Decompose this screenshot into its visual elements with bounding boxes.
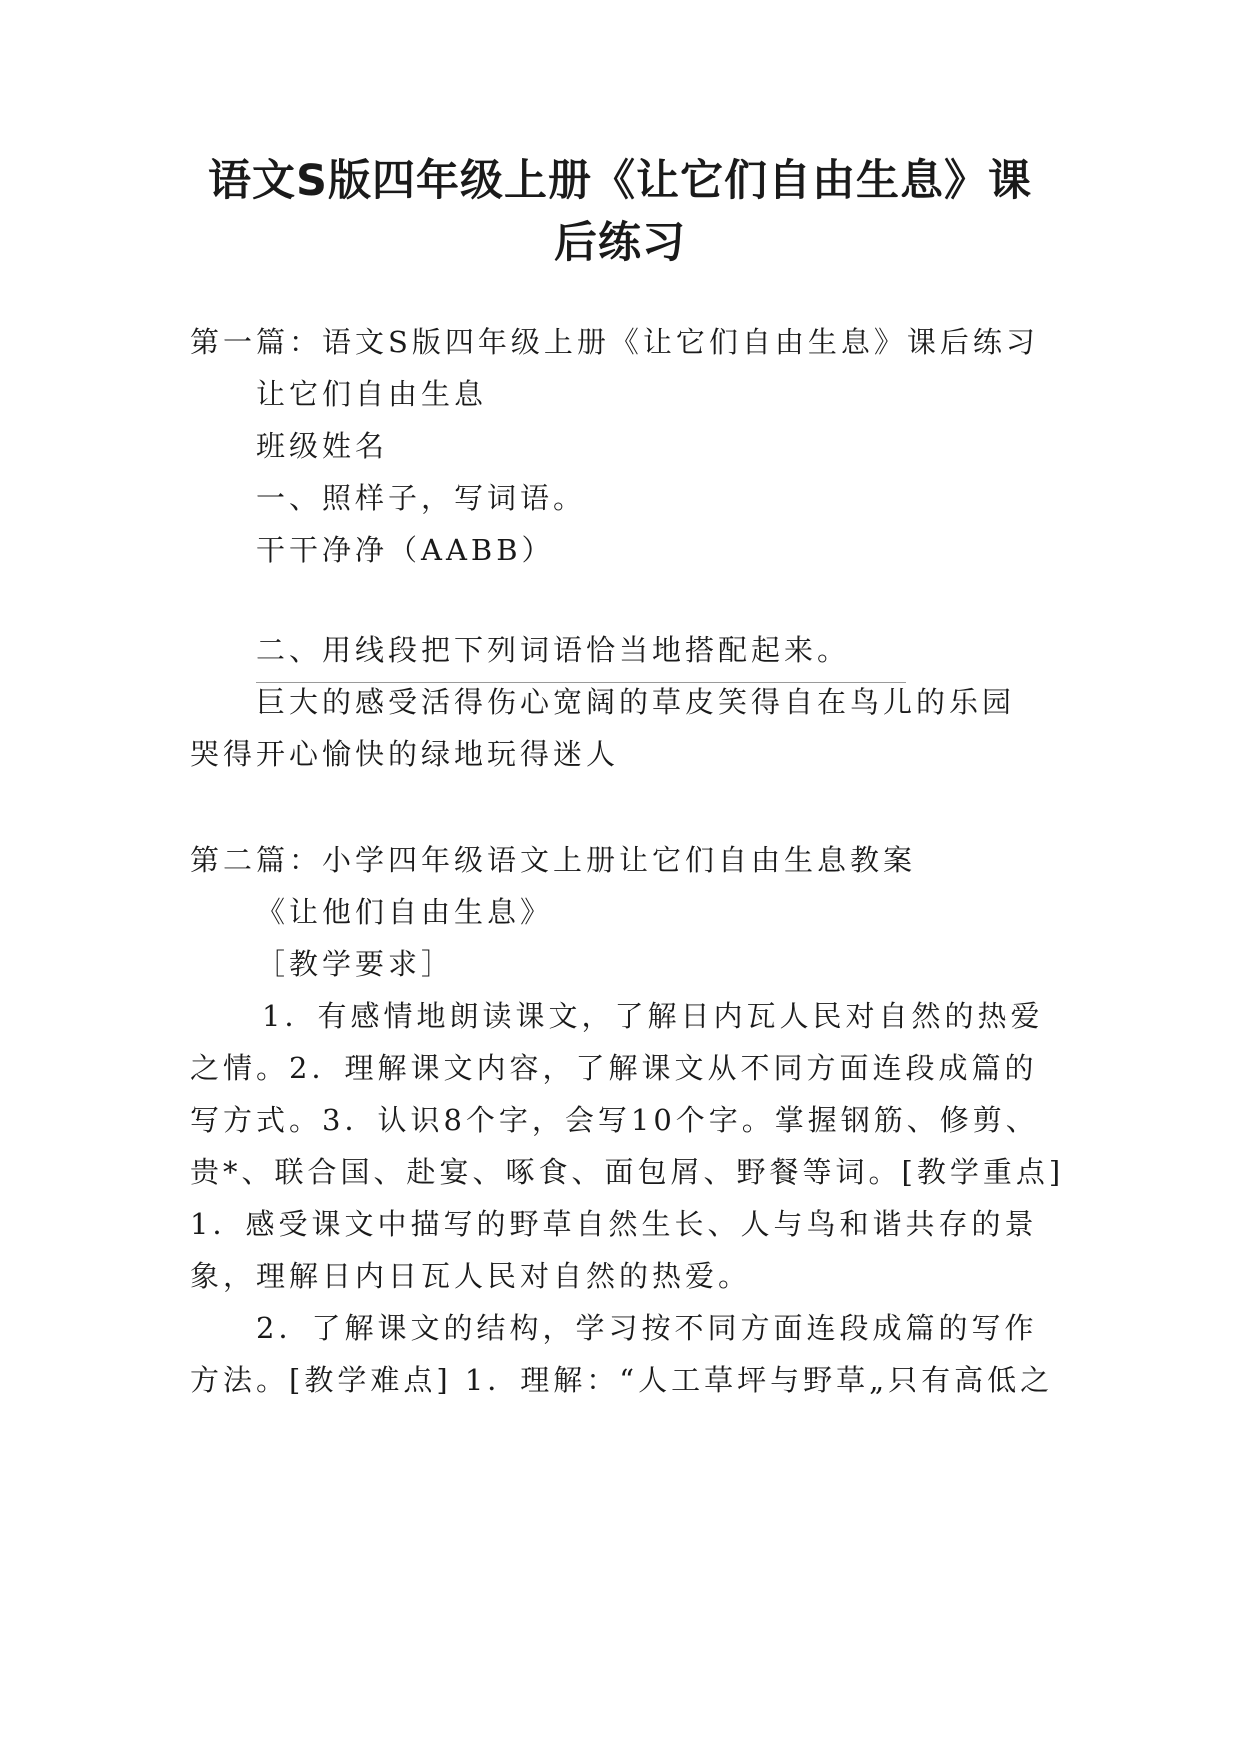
class-name-label: 班级姓名 bbox=[256, 429, 389, 463]
section1-heading: 第一篇：语文S版四年级上册《让它们自由生息》课后练习 bbox=[190, 325, 1039, 359]
question-2-words-line-2: 哭得开心愉快的绿地玩得迷人 bbox=[190, 737, 620, 771]
question-1: 一、照样子，写词语。 bbox=[256, 481, 587, 515]
paragraph-1-line-5: 1．感受课文中描写的野草自然生长、人与鸟和谐共存的景 bbox=[190, 1207, 1038, 1241]
section1-subtitle: 让它们自由生息 bbox=[256, 377, 488, 411]
section2-subtitle: 《让他们自由生息》 bbox=[256, 895, 554, 929]
paragraph-1-line-3: 写方式。3．认识8个字，会写10个字。掌握钢筋、修剪、 bbox=[190, 1103, 1039, 1137]
question-2: 二、用线段把下列词语恰当地搭配起来。 bbox=[256, 633, 851, 667]
paragraph-1-line-6: 象，理解日内日瓦人民对自然的热爱。 bbox=[190, 1259, 752, 1293]
paragraph-1-line-1: 1．有感情地朗读课文，了解日内瓦人民对自然的热爱 bbox=[262, 999, 1044, 1033]
paragraph-2-line-2: 方法。[教学难点] 1．理解：“人工草坪与野草„只有高低之 bbox=[190, 1363, 1054, 1397]
question-2-words-line-1: 巨大的感受活得伤心宽阔的草皮笑得自在鸟儿的乐园 bbox=[256, 685, 1016, 719]
paragraph-2-line-1: 2．了解课文的结构，学习按不同方面连段成篇的写作 bbox=[256, 1311, 1038, 1345]
question-1-example: 干干净净（AABB） bbox=[256, 533, 555, 567]
teaching-requirements-label: ［教学要求］ bbox=[256, 947, 455, 981]
paragraph-1-line-2: 之情。2．理解课文内容，了解课文从不同方面连段成篇的 bbox=[190, 1051, 1038, 1085]
document-title bbox=[190, 150, 1050, 274]
title-line-1: 语文S版四年级上册《让它们自由生息》课 bbox=[208, 156, 1032, 206]
section2-heading: 第二篇：小学四年级语文上册让它们自由生息教案 bbox=[190, 843, 917, 877]
title-line-2: 后练习 bbox=[554, 218, 686, 268]
paragraph-1-line-4: 贵*、联合国、赴宴、啄食、面包屑、野餐等词。[教学重点] bbox=[190, 1155, 1065, 1189]
